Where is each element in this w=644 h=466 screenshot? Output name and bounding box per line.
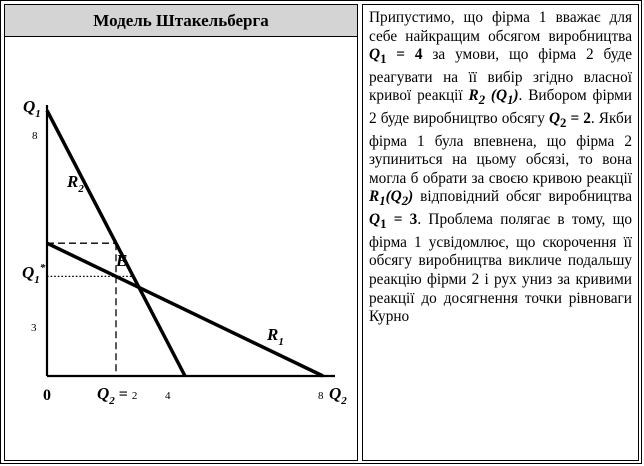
text-panel [362, 4, 639, 461]
y-tick-3: 3 [31, 322, 37, 334]
y-axis-label: $Q_1$ [23, 97, 41, 120]
y-marker-q1-star: $Q_1^*$ [22, 262, 46, 286]
curve-r1-label: $R_1$ [267, 325, 284, 348]
point-e-label: E [116, 251, 128, 270]
diagram-svg [5, 37, 357, 460]
explanation-text: Припустимо, що фірма 1 вважає для себе найкращим обсягом виробництва $Q_1 = 4$ за умови, що фірма 2 буде реагувати на її вибір згідно власної кривої реакції $R_2$ $(Q_1)$. Вибором фірми 2 буде виробництво обсягу $Q_2 = 2$. Якби фірма 1 була впевнена, що фірма 2 зупиниться на цьому обсязі, то вона могла б обрати за своєю кривою реакції $R_1(Q_2)$ відповідний обсяг виробництва $Q_1 = 3$. Проблема полягає в тому, що фірма 1 усвідомлює, що скорочення її обсягу виробництва викличе подальшу реакцію фірми 2 і рух униз за кривими реакції до досягнення точки рівноваги Курно [369, 9, 633, 326]
diagram-title: Модель Штакельберга [5, 5, 357, 37]
x-marker-q2: $Q_2 = 2$ [97, 384, 138, 407]
curve-r2-label: $R_2$ [67, 172, 84, 195]
x-tick-8: 8 [318, 390, 324, 402]
y-tick-8: 8 [32, 130, 38, 142]
reaction-curve-r1 [47, 243, 323, 376]
diagram-panel [4, 4, 358, 461]
x-axis-label: $Q_2$ [329, 384, 347, 407]
x-tick-4: 4 [165, 390, 171, 402]
origin-label: 0 [43, 387, 51, 404]
